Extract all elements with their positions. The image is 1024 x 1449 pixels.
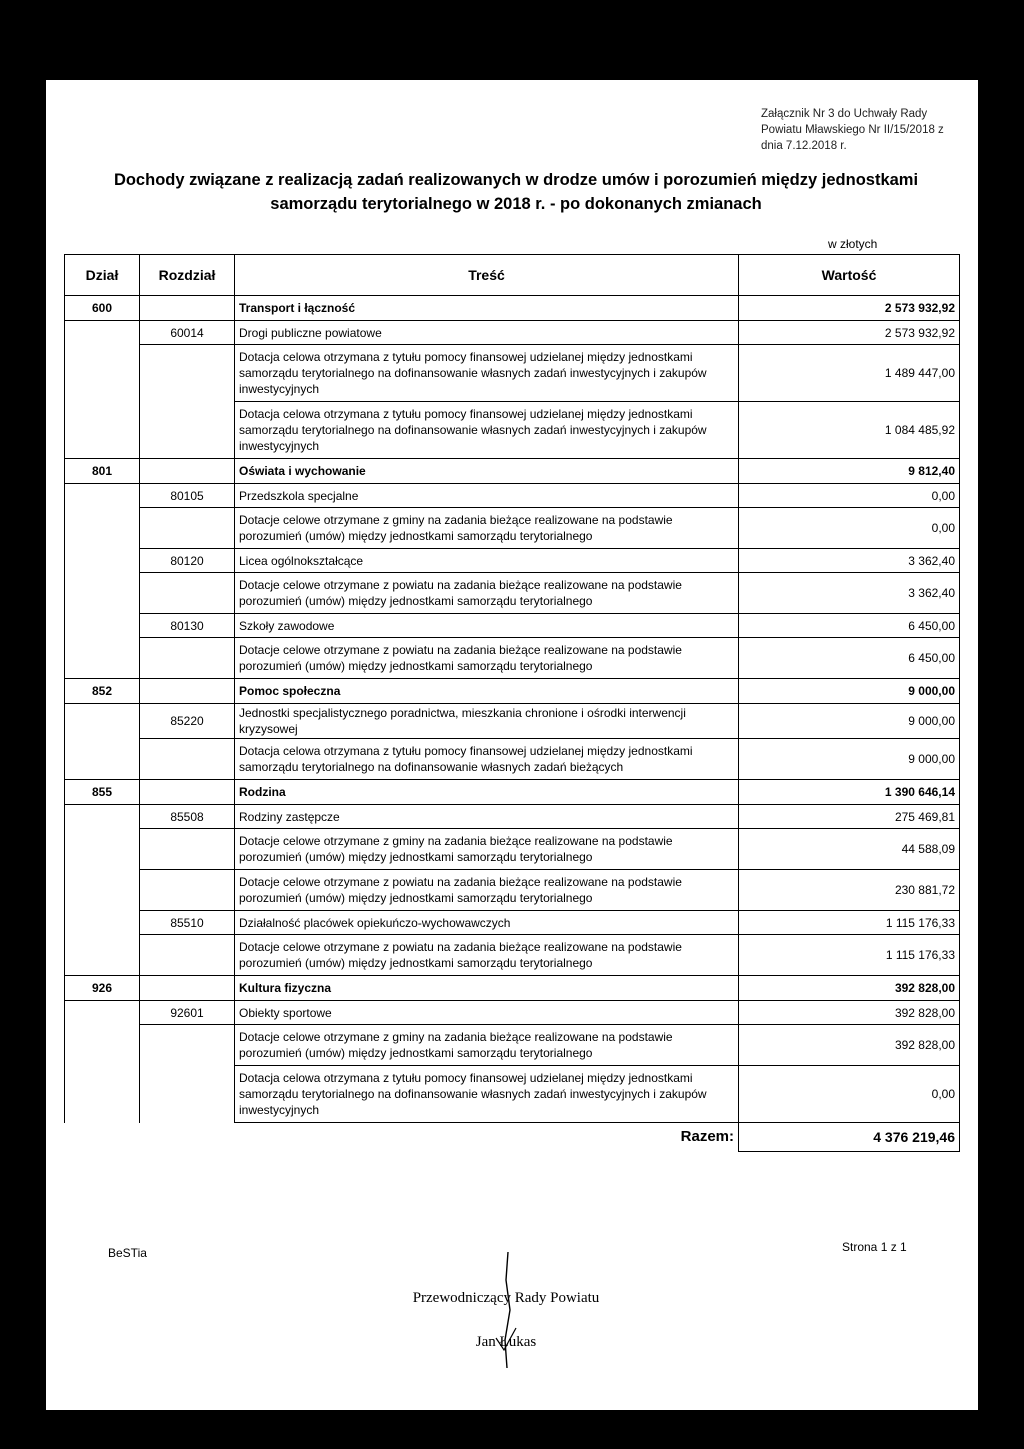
title-line-2: samorządu terytorialnego w 2018 r. - po dokonanych zmianach <box>270 195 762 213</box>
empty-cell <box>65 1001 140 1123</box>
rozdzial-value: 392 828,00 <box>739 1001 960 1025</box>
rozdzial-value: 2 573 932,92 <box>739 321 960 345</box>
header-dzial: Dział <box>65 255 140 296</box>
rozdzial-name: Działalność placówek opiekuńczo-wychowawczych <box>235 911 739 935</box>
total-label: Razem: <box>680 1128 734 1146</box>
dzial-name: Oświata i wychowanie <box>235 459 739 484</box>
document-title <box>66 168 966 216</box>
item-description: Dotacje celowe otrzymane z gminy na zadania bieżące realizowane na podstawie porozumień (umów) między jednostkami samorządu terytorialnego <box>235 1025 739 1066</box>
header-wartosc: Wartość <box>739 255 960 296</box>
empty-cell <box>140 679 235 704</box>
item-description: Dotacje celowe otrzymane z gminy na zadania bieżące realizowane na podstawie porozumień (umów) między jednostkami samorządu terytorialnego <box>235 508 739 549</box>
rozdzial-name: Drogi publiczne powiatowe <box>235 321 739 345</box>
table-row <box>65 679 960 704</box>
annex-line-1: Załącznik Nr 3 do Uchwały Rady <box>761 108 928 120</box>
dzial-code: 600 <box>65 296 140 321</box>
rozdzial-value: 1 115 176,33 <box>739 911 960 935</box>
title-line-1: Dochody związane z realizacją zadań realizowanych w drodze umów i porozumień między jednostkami <box>113 171 919 189</box>
rozdzial-code: 80105 <box>140 484 235 508</box>
item-value: 392 828,00 <box>739 1025 960 1066</box>
rozdzial-name: Przedszkola specjalne <box>235 484 739 508</box>
rozdzial-code: 92601 <box>140 1001 235 1025</box>
empty-cell <box>65 321 140 459</box>
empty-cell <box>140 508 235 549</box>
signatory-name: Jan Łukas <box>475 1334 537 1350</box>
empty-cell <box>140 870 235 911</box>
annex-line-2: Powiatu Mławskiego Nr II/15/2018 z <box>761 124 944 136</box>
empty-cell <box>140 345 235 402</box>
table-row <box>65 508 960 549</box>
rozdzial-name: Jednostki specjalistycznego poradnictwa, mieszkania chronione i ośrodki interwencji kryzysowej <box>235 704 739 739</box>
empty-cell <box>140 780 235 805</box>
dzial-code: 852 <box>65 679 140 704</box>
empty-cell <box>65 805 140 976</box>
annex-line-3: dnia 7.12.2018 r. <box>761 140 847 152</box>
table-row <box>65 935 960 976</box>
rozdzial-name: Szkoły zawodowe <box>235 614 739 638</box>
table-row <box>65 638 960 679</box>
item-description: Dotacja celowa otrzymana z tytułu pomocy finansowej udzielanej między jednostkami samorządu terytorialnego na dofinansowanie własnych zadań inwestycyjnych i zakupów inwestycyjnych <box>235 345 739 402</box>
table-row <box>65 870 960 911</box>
table-row <box>65 573 960 614</box>
item-value: 230 881,72 <box>739 870 960 911</box>
income-table <box>64 254 960 1152</box>
rozdzial-code: 85220 <box>140 704 235 739</box>
annex-note <box>761 106 961 154</box>
item-value: 1 115 176,33 <box>739 935 960 976</box>
empty-cell <box>140 976 235 1001</box>
item-description: Dotacje celowe otrzymane z powiatu na zadania bieżące realizowane na podstawie porozumień (umów) między jednostkami samorządu terytorialnego <box>235 870 739 911</box>
table-row <box>65 321 960 345</box>
total-row <box>65 1123 960 1152</box>
table-row <box>65 1025 960 1066</box>
item-value: 0,00 <box>739 1066 960 1123</box>
item-description: Dotacja celowa otrzymana z tytułu pomocy finansowej udzielanej między jednostkami samorządu terytorialnego na dofinansowanie własnych zadań inwestycyjnych i zakupów inwestycyjnych <box>235 402 739 459</box>
table-row <box>65 704 960 739</box>
signatory-title: Przewodniczący Rady Powiatu <box>412 1290 600 1306</box>
item-value: 1 489 447,00 <box>739 345 960 402</box>
empty-cell <box>140 296 235 321</box>
handwritten-signature-icon <box>486 1250 526 1370</box>
rozdzial-code: 85510 <box>140 911 235 935</box>
table-row <box>65 459 960 484</box>
empty-cell <box>140 1025 235 1066</box>
table-row <box>65 739 960 780</box>
item-value: 0,00 <box>739 508 960 549</box>
rozdzial-value: 9 000,00 <box>739 704 960 739</box>
table-row <box>65 911 960 935</box>
dzial-code: 926 <box>65 976 140 1001</box>
rozdzial-value: 3 362,40 <box>739 549 960 573</box>
table-row <box>65 484 960 508</box>
dzial-value: 9 812,40 <box>739 459 960 484</box>
empty-cell <box>140 459 235 484</box>
table-row <box>65 402 960 459</box>
dzial-name: Pomoc społeczna <box>235 679 739 704</box>
item-description: Dotacje celowe otrzymane z powiatu na zadania bieżące realizowane na podstawie porozumień (umów) między jednostkami samorządu terytorialnego <box>235 935 739 976</box>
dzial-name: Rodzina <box>235 780 739 805</box>
table-row <box>65 345 960 402</box>
table-row <box>65 1066 960 1123</box>
table-row <box>65 296 960 321</box>
dzial-code: 801 <box>65 459 140 484</box>
dzial-value: 2 573 932,92 <box>739 296 960 321</box>
item-value: 44 588,09 <box>739 829 960 870</box>
table-row <box>65 614 960 638</box>
rozdzial-code: 80120 <box>140 549 235 573</box>
header-rozdzial: Rozdział <box>140 255 235 296</box>
footer-software-name: BeSTia <box>108 1246 147 1260</box>
rozdzial-name: Licea ogólnokształcące <box>235 549 739 573</box>
empty-cell <box>140 739 235 780</box>
table-row <box>65 829 960 870</box>
dzial-name: Transport i łączność <box>235 296 739 321</box>
empty-cell <box>65 704 140 780</box>
table-row <box>65 976 960 1001</box>
table-header-row <box>65 255 960 296</box>
empty-cell <box>140 829 235 870</box>
empty-cell <box>140 638 235 679</box>
item-description: Dotacje celowe otrzymane z powiatu na zadania bieżące realizowane na podstawie porozumień (umów) między jednostkami samorządu terytorialnego <box>235 638 739 679</box>
dzial-code: 855 <box>65 780 140 805</box>
item-description: Dotacja celowa otrzymana z tytułu pomocy finansowej udzielanej między jednostkami samorządu terytorialnego na dofinansowanie własnych zadań bieżących <box>235 739 739 780</box>
item-value: 3 362,40 <box>739 573 960 614</box>
item-value: 9 000,00 <box>739 739 960 780</box>
rozdzial-value: 275 469,81 <box>739 805 960 829</box>
rozdzial-code: 80130 <box>140 614 235 638</box>
rozdzial-name: Obiekty sportowe <box>235 1001 739 1025</box>
document-page <box>46 80 978 1410</box>
empty-cell <box>140 1066 235 1123</box>
item-value: 6 450,00 <box>739 638 960 679</box>
table-row <box>65 805 960 829</box>
dzial-value: 392 828,00 <box>739 976 960 1001</box>
item-description: Dotacje celowe otrzymane z powiatu na zadania bieżące realizowane na podstawie porozumień (umów) między jednostkami samorządu terytorialnego <box>235 573 739 614</box>
item-description: Dotacje celowe otrzymane z gminy na zadania bieżące realizowane na podstawie porozumień (umów) między jednostkami samorządu terytorialnego <box>235 829 739 870</box>
item-description: Dotacja celowa otrzymana z tytułu pomocy finansowej udzielanej między jednostkami samorządu terytorialnego na dofinansowanie własnych zadań inwestycyjnych i zakupów inwestycyjnych <box>235 1066 739 1123</box>
rozdzial-value: 0,00 <box>739 484 960 508</box>
empty-cell <box>140 573 235 614</box>
rozdzial-value: 6 450,00 <box>739 614 960 638</box>
table-row <box>65 549 960 573</box>
rozdzial-code: 60014 <box>140 321 235 345</box>
table-row <box>65 1001 960 1025</box>
empty-cell <box>140 402 235 459</box>
item-value: 1 084 485,92 <box>739 402 960 459</box>
rozdzial-name: Rodziny zastępcze <box>235 805 739 829</box>
rozdzial-code: 85508 <box>140 805 235 829</box>
page-number: Strona 1 z 1 <box>842 1240 907 1254</box>
empty-cell <box>65 484 140 679</box>
total-value: 4 376 219,46 <box>739 1123 960 1152</box>
dzial-value: 9 000,00 <box>739 679 960 704</box>
header-tresc: Treść <box>235 255 739 296</box>
empty-cell <box>140 935 235 976</box>
unit-label: w złotych <box>828 237 878 251</box>
dzial-value: 1 390 646,14 <box>739 780 960 805</box>
dzial-name: Kultura fizyczna <box>235 976 739 1001</box>
table-row <box>65 780 960 805</box>
